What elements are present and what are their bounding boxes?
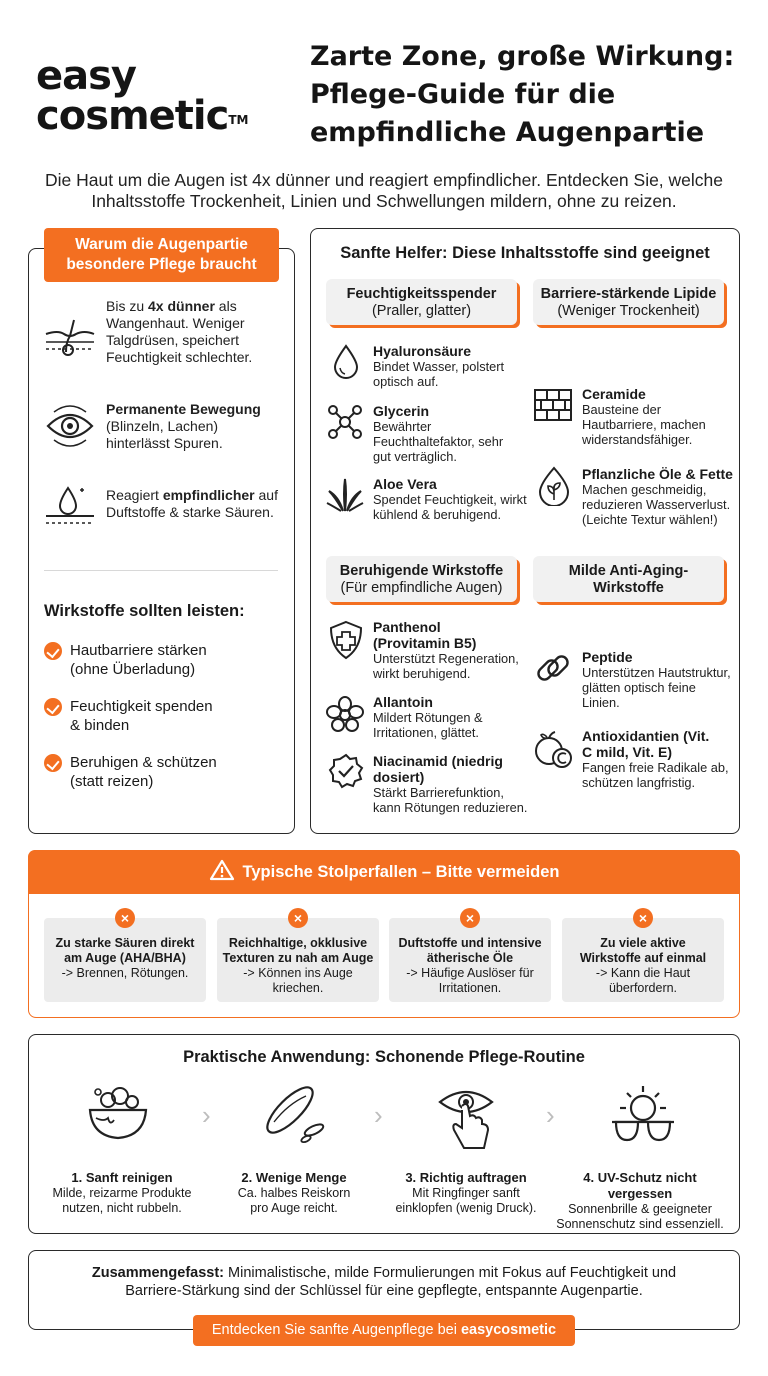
brand-line-2 — [36, 93, 249, 139]
rice-grain-icon — [258, 1084, 328, 1144]
why-item-1 — [106, 298, 281, 366]
step-1-title: 1. Sanft reinigen — [71, 1170, 173, 1185]
group-2-title: Barriere-stärkende Lipide — [540, 286, 717, 302]
routine-step-1 — [40, 1170, 204, 1216]
allantoin-desc: Mildert Rötungen & Irritationen, glättet. — [373, 710, 483, 740]
glycerin-title: Glycerin — [373, 403, 430, 419]
title-line-3: empfindliche Augenpartie — [310, 117, 705, 148]
pitfall-2-title-1: Reichhaltige, okklusive — [228, 936, 368, 950]
trademark: TM — [228, 113, 249, 127]
group-1-subtitle: (Praller, glatter) — [371, 303, 472, 319]
helpers-title: Sanfte Helfer: Diese Inhaltsstoffe sind geeignet — [340, 244, 710, 262]
cta-button[interactable] — [193, 1315, 575, 1346]
molecule-icon — [325, 402, 365, 442]
x-icon: × — [115, 908, 135, 928]
pitfalls-title: Typische Stolperfallen – Bitte vermeiden — [242, 863, 560, 881]
item-oele — [582, 466, 734, 527]
summary-label: Zusammengefasst: — [91, 1265, 225, 1281]
shield-plus-icon — [328, 620, 364, 660]
why-title — [44, 228, 279, 282]
chevron-right-icon: › — [546, 1100, 555, 1130]
summary-line-2: Barriere-Stärkung sind der Schlüssel für eine gepflegte, entspannte Augenpartie. — [125, 1283, 643, 1299]
intro-line-2: Inhaltsstoffe Trockenheit, Linien und Schwellungen mildern, ohne zu reizen. — [91, 191, 677, 211]
why-item-1-pre: Bis zu — [106, 298, 149, 314]
pitfall-card-2 — [217, 910, 379, 1002]
step-4-desc-1: Sonnenbrille & geeigneter — [568, 1202, 712, 1216]
niacinamid-desc: Stärkt Barrierefunktion, kann Rötungen reduzieren. — [373, 785, 528, 815]
group-3-subtitle: (Für empfindliche Augen) — [340, 580, 503, 596]
why-item-3-pre: Reagiert — [106, 487, 163, 503]
goal-2-line-1: Feuchtigkeit spenden — [70, 698, 213, 715]
niacinamid-title: Niacinamid (niedrig dosiert) — [373, 753, 503, 785]
item-allantoin — [373, 694, 513, 740]
group-4-title: Milde Anti-Aging- — [568, 563, 689, 579]
wash-bowl-icon — [86, 1086, 150, 1142]
group-2-subtitle: (Weniger Trockenheit) — [557, 303, 700, 319]
divider — [44, 570, 278, 571]
group-tag-moisture — [326, 279, 517, 325]
water-drop-icon — [330, 343, 362, 381]
routine-title: Praktische Anwendung: Schonende Pflege-Routine — [183, 1048, 585, 1066]
hyaluron-desc: Bindet Wasser, polstert optisch auf. — [373, 359, 505, 389]
group-1-title: Feuchtigkeitsspender — [346, 286, 497, 302]
group-tag-soothing — [326, 556, 517, 602]
summary-line-1-text: Minimalistische, milde Formulierungen mit Fokus auf Feuchtigkeit und — [224, 1265, 677, 1281]
routine-step-2 — [212, 1170, 376, 1216]
goal-3-line-1: Beruhigen & schützen — [70, 754, 217, 771]
pitfall-3-title-1: Duftstoffe und intensive — [398, 936, 542, 950]
brand-line-1: easy — [36, 53, 137, 99]
antiox-title: Antioxidantien (Vit. C mild, Vit. E) — [582, 728, 710, 760]
pitfall-4-title-2: Wirkstoffe auf einmal — [579, 951, 707, 965]
intro-text — [30, 170, 738, 212]
goal-item-3 — [70, 753, 217, 791]
pitfall-4-desc-1: -> Kann die Haut — [595, 966, 691, 980]
check-icon — [44, 754, 62, 772]
chevron-right-icon: › — [202, 1100, 211, 1130]
pitfall-2-title-2: Texturen zu nah am Auge — [222, 951, 374, 965]
pitfall-1-title-2: am Auge (AHA/BHA) — [64, 951, 186, 965]
goal-item-1 — [70, 641, 207, 679]
pitfall-3-desc-1: -> Häufige Auslöser für — [406, 966, 534, 980]
badge-check-icon — [328, 753, 364, 789]
pitfall-1-desc-1: -> Brennen, Rötungen. — [61, 966, 189, 980]
oele-desc: Machen geschmeidig, reduzieren Wasserverlust. (Leichte Textur wählen!) — [582, 482, 731, 527]
step-2-desc-2: pro Auge reicht. — [250, 1201, 338, 1215]
group-tag-antiaging — [533, 556, 724, 602]
why-title-line-1: Warum die Augenpartie — [75, 236, 248, 253]
goals-title: Wirkstoffe sollten leisten: — [44, 602, 245, 620]
step-1-desc-1: Milde, reizarme Produkte — [52, 1186, 192, 1200]
goal-item-2 — [70, 697, 213, 735]
item-peptide — [582, 649, 732, 710]
why-item-3-post: auf Duftstoffe & starke Säuren. — [106, 487, 278, 520]
x-icon: × — [288, 908, 308, 928]
item-glycerin — [373, 403, 513, 464]
why-item-1-post: als Wangenhaut. Weniger Talgdrüsen, speichert Feuchtigkeit schlechter. — [106, 298, 253, 365]
peptide-desc: Unterstützen Hautstruktur, glätten optisch feine Linien. — [582, 665, 731, 710]
goal-1-line-1: Hautbarriere stärken — [70, 642, 207, 659]
aloe-desc: Spendet Feuchtigkeit, wirkt kühlend & beruhigend. — [373, 492, 527, 522]
ceramide-title: Ceramide — [582, 386, 646, 402]
chevron-right-icon: › — [374, 1100, 383, 1130]
goal-1-line-2: (ohne Überladung) — [70, 661, 196, 678]
aloe-plant-icon — [325, 477, 365, 513]
ceramide-desc: Bausteine der Hautbarriere, machen widerstandsfähiger. — [582, 402, 706, 447]
why-item-3-bold: empfindlicher — [162, 487, 255, 503]
brand-logo — [36, 53, 249, 139]
pitfall-card-3 — [389, 910, 551, 1002]
antiox-desc: Fangen freie Radikale ab, schützen langfristig. — [582, 760, 729, 790]
eye-icon — [44, 404, 96, 448]
glycerin-desc: Bewährter Feuchthaltefaktor, sehr gut verträglich. — [373, 419, 504, 464]
citrus-vitamin-icon — [533, 729, 575, 771]
brand-line-2-text: cosmetic — [36, 93, 229, 139]
leaf-drop-icon — [536, 466, 572, 506]
why-item-1-bold: 4x dünner — [148, 298, 215, 314]
pitfall-3-desc-2: Irritationen. — [438, 981, 502, 995]
pitfall-card-1 — [44, 910, 206, 1002]
brick-wall-icon — [533, 388, 573, 422]
item-ceramide — [582, 386, 732, 447]
chain-link-icon — [533, 648, 573, 688]
goal-3-line-2: (statt reizen) — [70, 773, 154, 790]
finger-eye-icon — [436, 1084, 496, 1154]
why-title-line-2: besondere Pflege braucht — [66, 256, 257, 273]
cta-brand: easycosmetic — [460, 1322, 557, 1338]
item-hyaluron — [373, 343, 513, 389]
sun-glasses-icon — [608, 1084, 678, 1146]
step-3-desc-1: Mit Ringfinger sanft — [412, 1186, 520, 1200]
oele-title: Pflanzliche Öle & Fette — [582, 466, 733, 482]
summary-line-1 — [28, 1264, 740, 1282]
pitfall-2-desc-2: kriechen. — [272, 981, 324, 995]
drop-on-skin-icon — [44, 484, 96, 528]
goal-2-line-2: & binden — [70, 717, 130, 734]
check-icon — [44, 698, 62, 716]
step-2-title: 2. Wenige Menge — [241, 1170, 347, 1185]
group-tag-lipids — [533, 279, 724, 325]
why-item-2-bold: Permanente Bewegung — [106, 401, 261, 417]
title-line-2: Pflege-Guide für die — [310, 79, 616, 110]
summary-text — [28, 1264, 740, 1300]
peptide-title: Peptide — [582, 649, 633, 665]
item-niacinamid — [373, 753, 533, 815]
page-title — [310, 38, 750, 152]
intro-line-1: Die Haut um die Augen ist 4x dünner und reagiert empfindlicher. Entdecken Sie, welche — [44, 170, 724, 190]
title-line-1: Zarte Zone, große Wirkung: — [310, 41, 735, 72]
group-4-subtitle: Wirkstoffe — [593, 580, 664, 596]
hyaluron-title: Hyaluronsäure — [373, 343, 472, 359]
x-icon: × — [460, 908, 480, 928]
step-3-title: 3. Richtig auftragen — [405, 1170, 527, 1185]
step-3-desc-2: einklopfen (wenig Druck). — [395, 1201, 537, 1215]
item-antiox — [582, 728, 734, 790]
pitfall-card-4 — [562, 910, 724, 1002]
item-panthenol — [373, 619, 528, 681]
routine-step-4 — [550, 1170, 730, 1232]
warning-icon — [209, 859, 235, 881]
panthenol-title: Panthenol (Provitamin B5) — [373, 619, 477, 651]
pitfalls-header — [28, 850, 740, 894]
step-4-title: 4. UV-Schutz nicht vergessen — [583, 1170, 697, 1201]
item-aloe — [373, 476, 533, 522]
why-item-3 — [106, 487, 281, 521]
step-2-desc-1: Ca. halbes Reiskorn — [237, 1186, 351, 1200]
check-icon — [44, 642, 62, 660]
aloe-title: Aloe Vera — [373, 476, 437, 492]
pitfall-1-title-1: Zu starke Säuren direkt — [55, 936, 195, 950]
x-icon: × — [633, 908, 653, 928]
allantoin-title: Allantoin — [373, 694, 433, 710]
skin-layer-icon — [44, 316, 96, 356]
why-item-2 — [106, 401, 281, 452]
group-3-title: Beruhigende Wirkstoffe — [339, 563, 504, 579]
why-item-2-post: (Blinzeln, Lachen) hinterlässt Spuren. — [106, 418, 223, 451]
routine-step-3 — [384, 1170, 548, 1216]
flower-icon — [326, 696, 364, 734]
panthenol-desc: Unterstützt Regeneration, wirkt beruhigend. — [373, 651, 519, 681]
step-4-desc-2: Sonnenschutz sind essenziell. — [556, 1217, 724, 1231]
pitfall-4-desc-2: überfordern. — [608, 981, 678, 995]
cta-text: Entdecken Sie sanfte Augenpflege bei — [211, 1322, 461, 1338]
step-1-desc-2: nutzen, nicht rubbeln. — [62, 1201, 182, 1215]
pitfall-2-desc-1: -> Können ins Auge — [243, 966, 353, 980]
pitfall-4-title-1: Zu viele aktive — [600, 936, 686, 950]
pitfall-3-title-2: ätherische Öle — [426, 951, 514, 965]
